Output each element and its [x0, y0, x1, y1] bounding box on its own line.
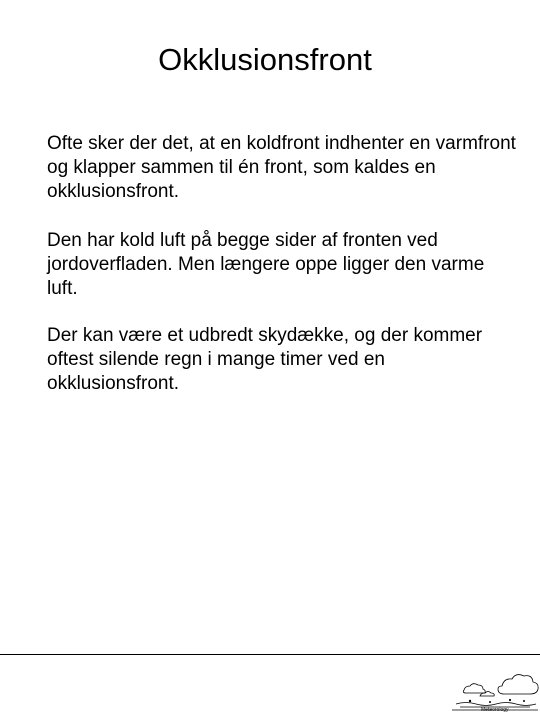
paragraph-1: Ofte sker der det, at en koldfront indhenter en varmfront og klapper sammen til én front, som kaldes en okklusionsfront.	[47, 133, 516, 202]
paragraph-3: Der kan være et udbredt skydække, og der kommer oftest silende regn i mange timer ved en okklusionsfront.	[47, 325, 483, 394]
footer-divider	[0, 654, 540, 655]
logo-label: Meteorology	[481, 707, 509, 713]
slide-title: Okklusionsfront	[158, 42, 372, 77]
paragraph-2: Den har kold luft på begge sider af fronten ved jordoverfladen. Men længere oppe ligger den varme luft.	[47, 230, 485, 299]
